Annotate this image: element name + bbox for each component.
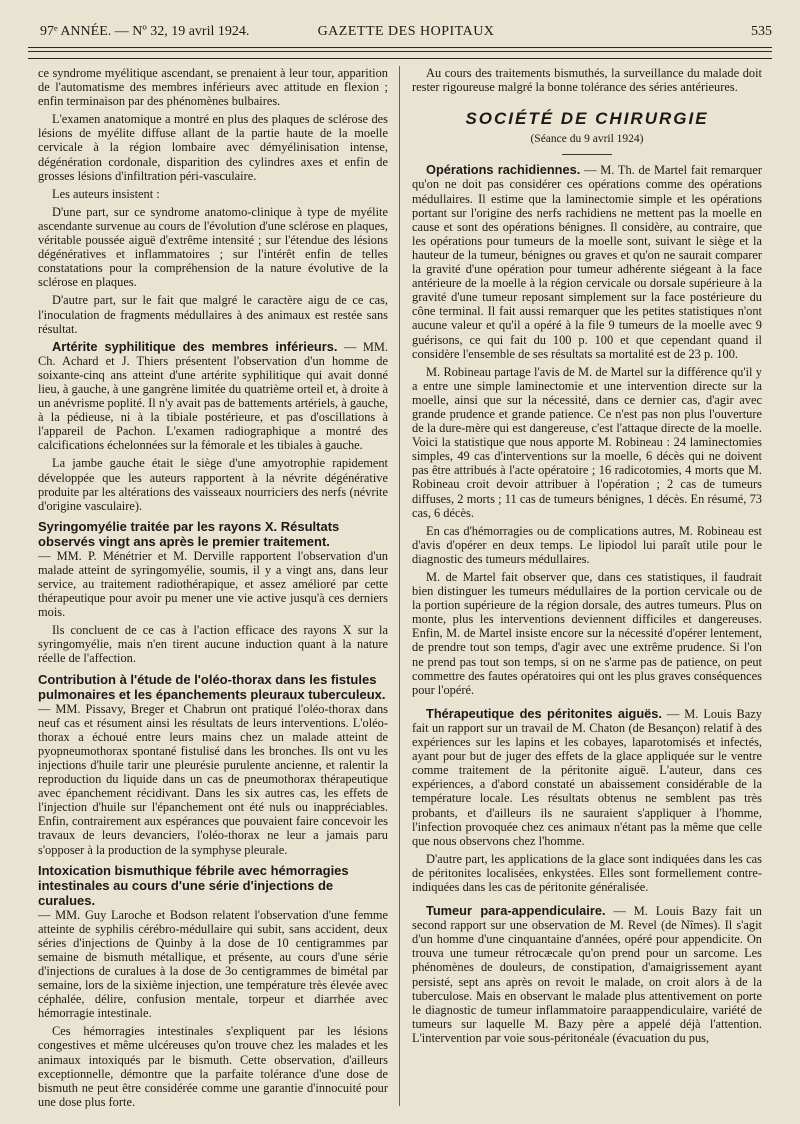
article-title: Tumeur para-appendiculaire. [426, 903, 606, 919]
article-text: — M. Louis Bazy fait un second rapport sur une observation de M. Revel (de Nîmes). Il s'agit d'un homme d'une cinquantaine d'années, opéré pour appendicite. On trouva une tumeur rétrocæcale qu'on prend pour un sarcome. Les phénomènes de douleurs, de constipation, d'amaigrissement ayant persisté, sept ans après on revoit le malade, on croit alors à de la tuberculose. Mais en observant le malade plus attentivement on porte le diagnostic de tumeur inflammatoire paraappendiculaire, variété de tumeurs sur laquelle M. Bazy père a appelé déjà l'attention. L'intervention par voie sous-péritonéale (évacuation du pus, [412, 904, 762, 1045]
header-rule [28, 51, 772, 52]
article [412, 904, 762, 1045]
issue-info: 97ᵉ ANNÉE. — Nº 32, 19 avril 1924. [40, 24, 250, 39]
article-text: — MM. Ch. Achard et J. Thiers présentent l'observation d'un homme de soixante-cinq ans atteint d'une artérite syphilitique qui avait donné lieu, à gauche, à une gangrène limitée du quatrième orteil et, à droite à un anévrisme poplité. Il n'y avait pas de battements artériels, à gauche, à la pédieuse, ni à la tibiale postérieure, et pas d'oscillations à l'appareil de Pachon. L'examen radiographique a montré des calcifications échelonnées sur la fémorale et les tibiales à gauche. [38, 339, 388, 453]
paragraph: Les auteurs insistent : [52, 186, 160, 201]
article-title: Artérite syphilitique des membres inférieurs. [52, 338, 338, 354]
paragraph: M. Robineau partage l'avis de M. de Martel sur la différence qu'il y a entre une simple laminectomie et une intervention directe sur la moelle, ainsi que sur la nécessité, dans ce dernier cas, d'agir avec grande prudence et grande patience. Ce n'est pas non plus l'ouverture de la dure-mère qui est dangereuse, c'est l'attaque directe de la moelle. Voici la statistique que nous apporte M. Robineau : 24 laminectomies simples, 49 cas d'interventions sur la moelle, 6 décès qui ne doivent pas être attribués à l'acte opératoire ; 16 radicotomies, 4 morts que M. Robineau croit devoir attribuer à l'opération ; 2 cas de tumeurs diffuses, 2 morts ; 11 cas de tumeurs bénignes, 1 décès. En résumé, 73 cas, 6 décès. [412, 364, 762, 520]
paragraph: En cas d'hémorragies ou de complications autres, M. Robineau est d'avis d'opérer en deux temps. Le lipiodol lui paraît utile pour le diagnostic des tumeurs médullaires. [412, 523, 762, 566]
article [38, 340, 388, 453]
paragraph: D'autre part, les applications de la glace sont indiquées dans les cas de péritonites localisées, enkystées. Elles sont formellement contre-indiquées dans les cas de péritonite généralisée. [412, 851, 762, 894]
article [38, 863, 388, 1021]
page-number: 535 [751, 24, 772, 39]
paragraph: D'autre part, sur le fait que malgré le caractère aigu de ce cas, l'inoculation de fragments médullaires à des animaux est restée sans résultat. [38, 293, 388, 336]
article-title: Opérations rachidiennes. [426, 162, 581, 178]
article-text: — M. Th. de Martel fait remarquer qu'on ne doit pas considérer ces opérations comme des opérations médullaires. Il estime que la laminectomie simple et les opérations portant sur l'origine des nerfs rachidiens ne mettent pas la moelle en cause et sont des opérations bénignes. Il considère, au contraire, que les opérations pour tumeurs de la moelle sont, suivant le siège et la hauteur de la tumeur, bénignes ou graves et qu'on ne saurait comparer la gravité d'une opération pour tumeur adhérente siégeant à la face antérieure de la moelle à la région cervicale ou dorsale supérieure à la gravité d'une tumeur reposant simplement sur la face postérieure du cône terminal. Il fait aussi remarquer que les petites statistiques n'ont aucune valeur et qu'il a opéré à la file 9 tumeurs de la moelle avec 9 guérisons, ce qui fait du 100 p. 100 et que cependant quand il considère l'ensemble de ses résultats sa mortalité est de 23 p. 100. [412, 163, 763, 361]
article-title: Thérapeutique des péritonites aiguës. [426, 705, 662, 721]
article-title: Syringomyélie traitée par les rayons X. Résultats observés vingt ans après le premier traitement. [38, 518, 340, 549]
paragraph: La jambe gauche était le siège d'une amyotrophie rapidement développée que les auteurs rapportent à la névrite dégénérative produite par les altérations des vaisseaux nourriciers des nerfs (névrite d'origine vasculaire). [38, 456, 388, 513]
session-date: (Séance du 9 avril 1924) [530, 133, 644, 146]
article-text: — MM. Guy Laroche et Bodson relatent l'observation d'une femme atteinte de syphilis cérébro-médullaire qui subit, sans accident, deux séries d'injections de Quinby à la dose de 10 centigrammes par semaine de bismuth métallique, et présente, au cours d'une série d'injections de curalues à la dose de 3o centigrammes de bimétal par semaine, lors de la sixième injection, une température très élevée avec céphalée, délire, confusion mentale, torpeur et diarrhée avec hémorragie intestinale. [38, 907, 388, 1021]
society-heading: SOCIÉTÉ DE CHIRURGIE [465, 109, 709, 129]
article-title: Intoxication bismuthique fébrile avec hémorragies intestinales au cours d'une série d'injections de curalues. [38, 862, 349, 908]
paragraph: Ils concluent de ce cas à l'action efficace des rayons X sur la syringomyélie, mais n'en tirent aucune induction quant à la nature réelle de l'affection. [38, 623, 388, 666]
page-header [40, 20, 772, 46]
paragraph: Ces hémorragies intestinales s'expliquent par les lésions congestives et même ulcéreuses qu'on trouve chez les malades et les animaux intoxiqués par le bismuth. Cette observation, d'ailleurs exceptionnelle, démontre que la parfaite tolérance d'une dose de bismuth ne peut être considérée comme une garantie d'innocuité pour une dose plus forte. [38, 1024, 388, 1109]
article [412, 163, 762, 360]
journal-title: GAZETTE DES HOPITAUX [317, 24, 495, 39]
paragraph: Au cours des traitements bismuthés, la surveillance du malade doit rester rigoureuse malgré la bonne tolérance des séries antérieures. [412, 66, 762, 95]
article-text: — MM. Pissavy, Breger et Chabrun ont pratiqué l'oléo-thorax dans neuf cas et résument ainsi les résultats de leurs interventions. L'oléo-thorax a échoué entre leurs mains chez un malade atteint de pyopneumothorax spontané fistulisé dans les bronches. Ils ont vu les injections d'huile tarir une pleurésie purulente ancienne, et ralentir la reproduction du liquide dans un cas de pneumothorax thérapeutique avec épanchement récidivant. Dans les six autres cas, les effets de l'injection d'huile sur l'épanchement ont été nuls ou inappréciables. Enfin, contrairement aux espérances que pouvaient faire concevoir les travaux de leurs devanciers, l'oléo-thorax ne leur a jamais paru s'opposer à la production de la symphyse pleurale. [38, 701, 388, 857]
article [38, 519, 388, 619]
right-column [412, 66, 762, 1049]
header-rule [28, 58, 772, 59]
article [412, 707, 762, 848]
paragraph: D'une part, sur ce syndrome anatomo-clinique à type de myélite ascendante survenue au cours de l'évolution d'une sclérose en plaques, véritable poussée aiguë d'extrême intensité ; sur l'étendue des lésions dégénératives et inflammatoires ; sur l'intérêt enfin de telles constatations pour la compréhension de la nature évolutive de la sclérose en plaques. [38, 204, 388, 290]
paragraph: ce syndrome myélitique ascendant, se prenaient à leur tour, apparition de l'automatisme des membres inférieurs avec attitude en flexion ; enfin terminaison par des phénomènes bulbaires. [38, 66, 388, 109]
article-title: Contribution à l'étude de l'oléo-thorax dans les fistules pulmonaires et les épanchements pleuraux tuberculeux. [38, 671, 386, 702]
paragraph: L'examen anatomique a montré en plus des plaques de sclérose des lésions de myélite diffuse allant de la partie haute de la moelle cervicale à la région lombaire avec démyélinisation intense, dégénération cordonale, disparition des cylindres axes et enfin de grosses lésions d'infiltration péri-vasculaire. [38, 112, 388, 183]
paragraph: M. de Martel fait observer que, dans ces statistiques, il faudrait bien distinguer les tumeurs médullaires de la portion cervicale ou de la portion supérieure de la région dorsale, des autres tumeurs. Plus on monte, plus les interventions deviennent difficiles et dangereuses. Enfin, M. de Martel insiste encore sur la nécessité d'opérer lentement, de prendre tout son temps, d'agir avec une extrême prudence. Si l'on ne prend pas tout son temps, si on ne s'arme pas de patience, on peut commettre des fautes opératoires qui ont les plus graves conséquences pour l'opéré. [412, 570, 762, 697]
section-rule [562, 154, 612, 155]
header-rule [28, 47, 772, 48]
article [38, 672, 388, 857]
left-column [38, 66, 388, 1113]
column-divider [399, 66, 400, 1106]
article-text: — M. Louis Bazy fait un rapport sur un travail de M. Chaton (de Besançon) relatif à des expériences sur les lapins et les cobayes, laparotomisés et infectés, ayant pour but de juger des effets de la glace appliquée sur le ventre comme traitement de la péritonite aiguë. L'auteur, dans ces expériences, a d'abord constaté un abaissement considérable de la température locale. Les résultats obtenus ne semblent pas très probants, et d'ailleurs ils ne sauraient s'appliquer à l'homme, l'infection provoquée chez ces animaux n'étant pas la même que celle que nous observons chez l'homme. [412, 706, 762, 848]
article-text: — MM. P. Ménétrier et M. Derville rapportent l'observation d'un malade atteint de syringomyélie, soumis, il y a vingt ans, dans leur service, au traitement radiothérapique, et assez amélioré par cette thérapeutique pour avoir pu mener une vie active jusqu'à ces derniers mois. [38, 548, 388, 620]
